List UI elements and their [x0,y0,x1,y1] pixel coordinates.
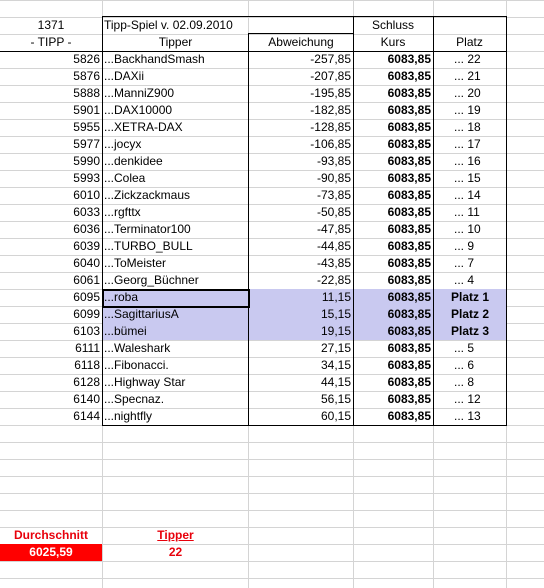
kurs-cell[interactable]: 6083,85 [387,239,431,253]
gridline-horizontal [0,476,544,477]
kurs-cell[interactable]: 6083,85 [387,256,431,270]
tipper-name-cell[interactable]: ...Waleshark [104,341,171,355]
abweichung-cell[interactable]: -22,85 [316,273,351,287]
header-abweichung[interactable]: Abweichung [268,35,334,49]
platz-cell[interactable]: ... 8 [454,375,475,389]
border-kurs-column [353,51,434,426]
header-id[interactable]: 1371 [37,18,65,32]
header-tipp[interactable]: - TIPP - [30,35,72,49]
tipper-name-cell[interactable]: ...BackhandSmash [104,52,205,66]
platz-cell[interactable]: ... 10 [454,222,481,236]
kurs-cell[interactable]: 6083,85 [354,323,433,340]
abweichung-cell[interactable]: 56,15 [320,392,351,406]
tipper-name-cell[interactable]: ...rgfttx [104,205,141,219]
kurs-cell[interactable]: 6083,85 [387,188,431,202]
kurs-cell[interactable]: 6083,85 [387,392,431,406]
tipp-cell[interactable]: 5993 [73,171,100,185]
tipper-name-cell[interactable]: ...DAX10000 [104,103,173,117]
tipp-cell[interactable]: 6103 [73,324,100,338]
tipper-name-cell[interactable]: ...roba [103,289,248,306]
abweichung-cell[interactable]: -43,85 [316,256,351,270]
abweichung-cell[interactable]: -50,85 [316,205,351,219]
tipp-cell[interactable]: 5901 [73,103,100,117]
header-title[interactable]: Tipp-Spiel v. 02.09.2010 [104,18,233,32]
abweichung-cell[interactable]: 27,15 [320,341,351,355]
platz-cell[interactable]: Platz 1 [434,289,506,306]
tipp-cell[interactable]: 6144 [73,409,100,423]
gridline-horizontal [0,510,544,511]
kurs-cell[interactable]: 6083,85 [387,137,431,151]
tipp-cell[interactable]: 5888 [73,86,100,100]
kurs-cell[interactable]: 6083,85 [387,358,431,372]
platz-cell[interactable]: Platz 3 [434,323,506,340]
platz-cell[interactable]: ... 5 [454,341,475,355]
abweichung-cell[interactable]: -106,85 [310,137,351,151]
header-kurs[interactable]: Kurs [380,35,406,49]
abweichung-cell[interactable]: -44,85 [316,239,351,253]
active-cell[interactable] [102,289,250,308]
average-value[interactable]: 6025,59 [0,544,102,561]
tipper-name-cell[interactable]: ...TURBO_BULL [104,239,193,253]
tipp-cell[interactable]: 5990 [73,154,100,168]
header-border-abw [248,33,354,52]
tipp-cell[interactable]: 6128 [73,375,100,389]
tipper-name-cell[interactable]: ...nightfly [104,409,153,423]
kurs-cell[interactable]: 6083,85 [387,205,431,219]
kurs-cell[interactable]: 6083,85 [387,120,431,134]
tipp-cell[interactable]: 6099 [73,307,100,321]
platz-cell[interactable]: ... 6 [454,358,475,372]
tipper-name-cell[interactable]: ...ManniZ900 [104,86,175,100]
border-platz-column [433,51,507,426]
abweichung-cell[interactable]: -182,85 [310,103,351,117]
platz-cell[interactable]: ... 20 [454,86,481,100]
gridline-horizontal [0,578,544,579]
tipper-name-cell[interactable]: ...Specnaz. [104,392,165,406]
tipp-cell[interactable]: 6118 [74,358,100,372]
tipper-name-cell[interactable]: ...jocyx [104,137,142,151]
gridline-horizontal [0,442,544,443]
border-abw-column [248,51,354,426]
tipp-cell[interactable]: 6033 [73,205,100,219]
platz-cell[interactable]: ... 15 [454,171,481,185]
platz-cell[interactable]: ... 4 [454,273,475,287]
kurs-cell[interactable]: 6083,85 [387,171,431,185]
kurs-cell[interactable]: 6083,85 [387,103,431,117]
abweichung-cell[interactable]: 60,15 [320,409,351,423]
tipp-cell[interactable]: 6061 [73,273,100,287]
kurs-cell[interactable]: 6083,85 [387,375,431,389]
header-border-left [0,33,103,52]
platz-cell[interactable]: Platz 2 [434,306,506,323]
tipper-name-cell[interactable]: ...SagittariusA [103,306,248,323]
tipper-name-cell[interactable]: ...Highway Star [104,375,186,389]
tipper-name-cell[interactable]: ...bümei [103,323,248,340]
abweichung-cell[interactable]: -47,85 [316,222,351,236]
tipp-cell[interactable]: 5977 [73,137,100,151]
abweichung-cell[interactable]: 19,15 [249,323,353,340]
platz-cell[interactable]: ... 17 [454,137,481,151]
gridline-horizontal [0,0,544,1]
platz-cell[interactable]: ... 21 [454,69,481,83]
tipp-cell[interactable]: 5826 [73,52,100,66]
tipper-name-cell[interactable]: ...XETRA-DAX [104,120,183,134]
tipper-name-cell[interactable]: ...DAXii [104,69,145,83]
average-label[interactable]: Durchschnitt [13,528,88,542]
tipp-cell[interactable]: 6036 [73,222,100,236]
gridline-horizontal [0,493,544,494]
platz-cell[interactable]: ... 14 [454,188,481,202]
platz-cell[interactable]: ... 13 [454,409,481,423]
kurs-cell[interactable]: 6083,85 [387,69,431,83]
tipp-cell[interactable]: 6010 [73,188,100,202]
tipp-cell[interactable]: 6111 [75,341,100,355]
tipper-count-label[interactable]: Tipper [157,528,194,542]
platz-cell[interactable]: ... 9 [454,239,475,253]
border-name-column [102,51,249,426]
abweichung-cell[interactable]: 44,15 [320,375,351,389]
tipper-name-cell[interactable]: ...Fibonacci. [104,358,169,372]
tipp-cell[interactable]: 6039 [73,239,100,253]
tipp-cell[interactable]: 5876 [73,69,100,83]
tipp-cell[interactable]: 6040 [73,256,100,270]
tipper-name-cell[interactable]: ...Georg_Büchner [104,273,199,287]
tipper-name-cell[interactable]: ...denkidee [104,154,163,168]
kurs-cell[interactable]: 6083,85 [387,273,431,287]
tipper-name-cell[interactable]: ...Terminator100 [104,222,191,236]
abweichung-cell[interactable]: 11,15 [249,289,353,306]
platz-cell[interactable]: ... 16 [454,154,481,168]
kurs-cell[interactable]: 6083,85 [387,154,431,168]
tipp-cell[interactable]: 6095 [73,290,100,304]
kurs-cell[interactable]: 6083,85 [354,289,433,306]
abweichung-cell[interactable]: -128,85 [310,120,351,134]
abweichung-cell[interactable]: -73,85 [316,188,351,202]
platz-cell[interactable]: ... 19 [454,103,481,117]
platz-cell[interactable]: ... 18 [454,120,481,134]
kurs-cell[interactable]: 6083,85 [387,341,431,355]
tipper-name-cell[interactable]: ...Colea [104,171,146,185]
header-platz[interactable]: Platz [456,35,483,49]
kurs-cell[interactable]: 6083,85 [354,306,433,323]
header-border-kurs [353,16,434,52]
abweichung-cell[interactable]: -207,85 [310,69,351,83]
platz-cell[interactable]: ... 12 [454,392,481,406]
platz-cell[interactable]: ... 22 [454,52,481,66]
kurs-cell[interactable]: 6083,85 [387,86,431,100]
tipp-cell[interactable]: 6140 [73,392,100,406]
abweichung-cell[interactable]: -90,85 [316,171,351,185]
platz-cell[interactable]: ... 11 [454,205,480,219]
abweichung-cell[interactable]: -195,85 [310,86,351,100]
header-border-platz [433,16,507,52]
header-schluss[interactable]: Schluss [371,18,415,32]
gridline-horizontal [0,459,544,460]
abweichung-cell[interactable]: 34,15 [320,358,351,372]
tipper-count-value[interactable]: 22 [168,545,183,559]
abweichung-cell[interactable]: -93,85 [316,154,351,168]
platz-cell[interactable]: ... 7 [454,256,475,270]
kurs-cell[interactable]: 6083,85 [387,409,431,423]
gridline-horizontal [0,561,544,562]
kurs-cell[interactable]: 6083,85 [387,52,431,66]
tipp-cell[interactable]: 5955 [73,120,100,134]
tipper-name-cell[interactable]: ...ToMeister [104,256,167,270]
abweichung-cell[interactable]: -257,85 [310,52,351,66]
tipper-name-cell[interactable]: ...Zickzackmaus [104,188,191,202]
header-tipper[interactable]: Tipper [158,35,193,49]
kurs-cell[interactable]: 6083,85 [387,222,431,236]
abweichung-cell[interactable]: 15,15 [249,306,353,323]
